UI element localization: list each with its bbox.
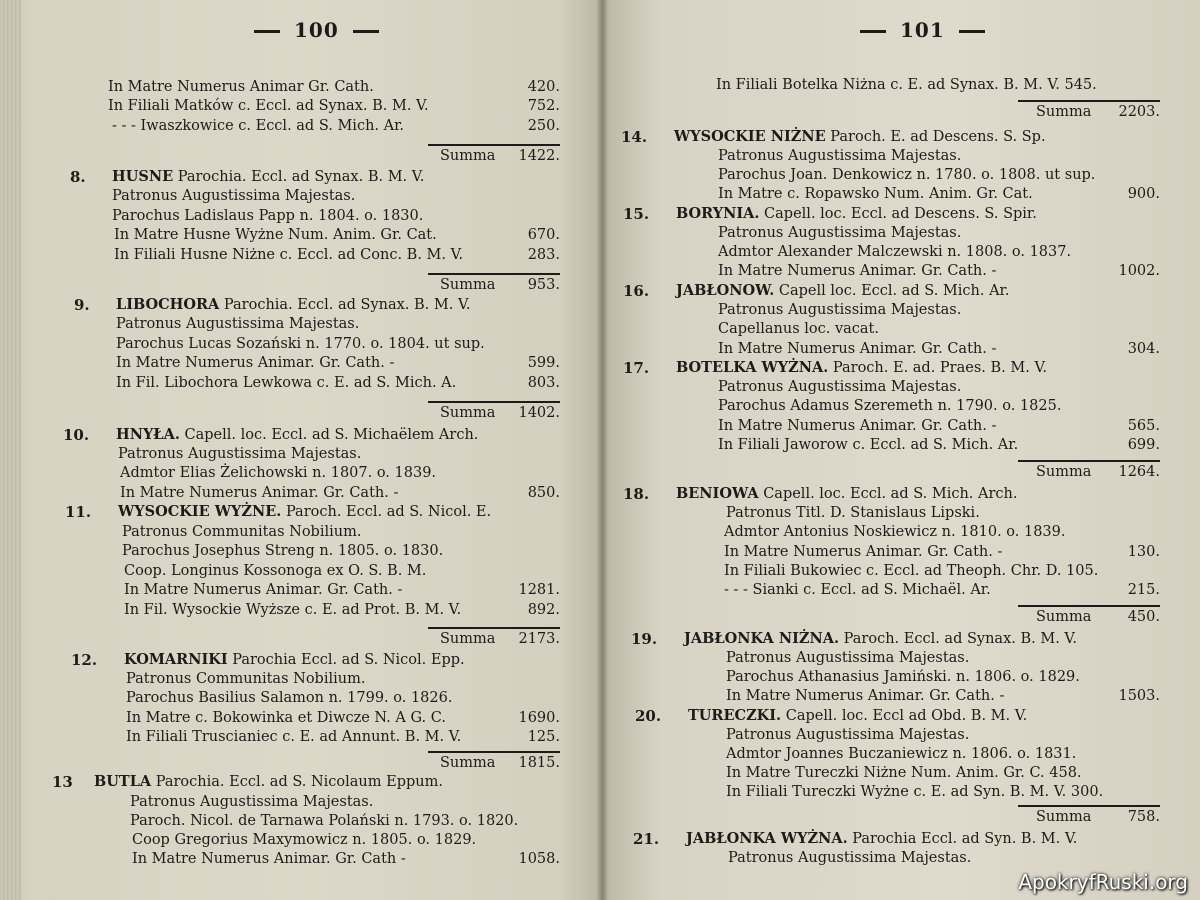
entry-text: Coop. Longinus Kossonoga ex O. S. B. M. bbox=[124, 563, 427, 579]
entry-value: 130. bbox=[1127, 544, 1160, 560]
entry-value: 250. bbox=[527, 118, 560, 134]
entry-text: Patronus Augustissima Majestas. bbox=[718, 148, 962, 164]
entry-text: In Matre c. Bokowinka et Diwcze N. A G. C. bbox=[126, 710, 446, 726]
right-page-header bbox=[846, 18, 999, 42]
entry-heading bbox=[63, 426, 479, 444]
entry-line bbox=[718, 417, 996, 435]
summa-rule bbox=[428, 401, 560, 403]
entry-value: 125. bbox=[527, 729, 560, 745]
entry-line bbox=[726, 504, 980, 522]
entry-value: 1281. bbox=[518, 582, 560, 598]
entry-line bbox=[718, 262, 996, 280]
entry-text: Parochus Athanasius Jamiński. n. 1806. o. 1829. bbox=[726, 669, 1080, 685]
entry-line bbox=[108, 78, 374, 96]
entry-line bbox=[718, 166, 1095, 184]
entry-number: 17. bbox=[623, 359, 650, 377]
entry-text: Parochus Adamus Szeremeth n. 1790. o. 1825. bbox=[718, 398, 1062, 414]
entry-text: Parochia. Eccl. ad Synax. B. M. V. bbox=[219, 297, 471, 313]
summa-rule bbox=[428, 627, 560, 629]
entry-line bbox=[130, 812, 518, 830]
entry-line bbox=[130, 793, 373, 811]
entry-value: 304. bbox=[1127, 341, 1160, 357]
entry-number: 13 bbox=[52, 773, 73, 791]
entry-line bbox=[718, 378, 961, 396]
summa-rule bbox=[1018, 805, 1160, 807]
entry-line bbox=[726, 745, 1076, 763]
entry-line bbox=[718, 301, 961, 319]
entry-text: In Matre Tureczki Niżne Num. Anim. Gr. C. 458. bbox=[726, 765, 1082, 781]
entry-line bbox=[726, 783, 1103, 801]
entry-text: Parochus Lucas Sozański n. 1770. o. 1804. ut sup. bbox=[116, 336, 485, 352]
left-page-number: 100 bbox=[294, 18, 339, 42]
entry-heading bbox=[74, 296, 471, 314]
entry-text: Patronus Communitas Nobilium. bbox=[122, 524, 362, 540]
entry-number: 11. bbox=[65, 503, 92, 521]
entry-heading bbox=[635, 707, 1028, 725]
entry-line bbox=[126, 689, 452, 707]
entry-text: Capell. loc. Eccl. ad S. Mich. Arch. bbox=[758, 486, 1018, 502]
watermark-text: ApokryfRuski.org bbox=[1018, 870, 1188, 894]
summa-rule bbox=[428, 751, 560, 753]
entry-text: Parochia Eccl. ad Syn. B. M. V. bbox=[847, 831, 1078, 847]
entry-line bbox=[112, 117, 404, 135]
book-gutter bbox=[596, 0, 608, 900]
entry-text: Parochus Joan. Denkowicz n. 1780. o. 1808. ut sup. bbox=[718, 167, 1096, 183]
entry-text: In Filiali Bukowiec c. Eccl. ad Theoph. Chr. D. 105. bbox=[724, 563, 1099, 579]
entry-text: Parochus Ladislaus Papp n. 1804. o. 1830. bbox=[112, 208, 424, 224]
entry-text: Patronus Titl. D. Stanislaus Lipski. bbox=[726, 505, 980, 521]
summa-label: Summa bbox=[440, 277, 496, 293]
entry-line bbox=[718, 147, 961, 165]
summa-rule bbox=[1018, 605, 1160, 607]
entry-line bbox=[726, 668, 1080, 686]
entry-line bbox=[718, 397, 1061, 415]
parish-name: KOMARNIKI bbox=[124, 651, 228, 668]
entry-number: 19. bbox=[631, 630, 658, 648]
entry-text: In Matre c. Ropawsko Num. Anim. Gr. Cat. bbox=[718, 186, 1033, 202]
entry-number: 14. bbox=[621, 128, 648, 146]
entry-text: Patronus Augustissima Majestas. bbox=[726, 727, 970, 743]
entry-text: Admtor Elias Żelichowski n. 1807. o. 1839. bbox=[120, 465, 437, 481]
entry-value: 1503. bbox=[1118, 688, 1160, 704]
entry-text: Admtor Antonius Noskiewicz n. 1810. o. 1839. bbox=[724, 524, 1066, 540]
entry-line bbox=[726, 687, 1004, 705]
entry-heading bbox=[623, 359, 1047, 377]
summa-label: Summa bbox=[1036, 104, 1092, 120]
entry-line bbox=[126, 728, 461, 746]
entry-number: 10. bbox=[63, 426, 90, 444]
entry-text: Patronus Augustissima Majestas. bbox=[718, 302, 962, 318]
entry-text: Capell loc. Eccl. ad S. Mich. Ar. bbox=[774, 283, 1010, 299]
parish-name: JABŁONKA WYŻNA. bbox=[686, 830, 848, 847]
summa-value: 758. bbox=[1127, 809, 1160, 825]
summa-rule bbox=[428, 273, 560, 275]
entry-number: 21. bbox=[633, 830, 660, 848]
entry-text: In Matre Numerus Animar. Gr. Cath. - bbox=[120, 485, 399, 501]
entry-number: 12. bbox=[71, 651, 98, 669]
entry-line bbox=[116, 335, 485, 353]
header-dash bbox=[959, 30, 985, 33]
parish-name: BOTELKA WYŻNA. bbox=[676, 359, 829, 376]
entry-text: Patronus Communitas Nobilium. bbox=[126, 671, 366, 687]
entry-text: Patronus Augustissima Majestas. bbox=[116, 316, 360, 332]
summa-label: Summa bbox=[1036, 464, 1092, 480]
entry-text: Patronus Augustissima Majestas. bbox=[718, 225, 962, 241]
entry-text: In Fil. Libochora Lewkowa c. E. ad S. Mich. A. bbox=[116, 375, 457, 391]
entry-text: In Filiali Husne Niżne c. Eccl. ad Conc. B. M. V. bbox=[114, 247, 464, 263]
entry-heading bbox=[52, 773, 443, 791]
entry-value: 803. bbox=[527, 375, 560, 391]
summa-label: Summa bbox=[440, 148, 496, 164]
summa-value: 2203. bbox=[1118, 104, 1160, 120]
entry-text: Patronus Augustissima Majestas. bbox=[118, 446, 362, 462]
entry-heading bbox=[621, 128, 1046, 146]
entry-text: Paroch. E. ad. Praes. B. M. V. bbox=[828, 360, 1047, 376]
parish-name: WYSOCKIE WYŻNE. bbox=[118, 503, 282, 520]
entry-value: 699. bbox=[1127, 437, 1160, 453]
entry-line bbox=[120, 464, 436, 482]
entry-value: 1690. bbox=[518, 710, 560, 726]
entry-heading bbox=[631, 630, 1077, 648]
entry-text: In Matre Numerus Animar. Gr. Cath. - bbox=[718, 263, 997, 279]
summa-value: 2173. bbox=[518, 631, 560, 647]
entry-line bbox=[718, 436, 1018, 454]
entry-line bbox=[718, 224, 961, 242]
entry-text: In Matre Numerus Animar. Gr. Cath - bbox=[132, 851, 406, 867]
entry-text: Capellanus loc. vacat. bbox=[718, 321, 879, 337]
entry-line bbox=[132, 850, 406, 868]
entry-value: 599. bbox=[527, 355, 560, 371]
entry-text: In Matre Numerus Animar. Gr. Cath. - bbox=[718, 418, 997, 434]
entry-text: In Matre Numerus Animar. Gr. Cath. - bbox=[718, 341, 997, 357]
entry-line bbox=[114, 226, 437, 244]
summa-label: Summa bbox=[440, 755, 496, 771]
entry-text: In Filiali Truscianiec c. E. ad Annunt. B. M. V. bbox=[126, 729, 462, 745]
entry-heading bbox=[70, 168, 425, 186]
entry-line bbox=[724, 543, 1002, 561]
summa-value: 1264. bbox=[1118, 464, 1160, 480]
entry-line bbox=[112, 207, 423, 225]
entry-text: Patronus Augustissima Majestas. bbox=[718, 379, 962, 395]
entry-line bbox=[112, 187, 355, 205]
entry-text: ‑ ‑ ‑ Sianki c. Eccl. ad S. Michaël. Ar. bbox=[724, 582, 991, 598]
entry-value: 892. bbox=[527, 602, 560, 618]
entry-number: 9. bbox=[74, 296, 90, 314]
entry-number: 15. bbox=[623, 205, 650, 223]
entry-line bbox=[716, 76, 1097, 94]
entry-line bbox=[718, 340, 996, 358]
entry-line bbox=[718, 185, 1033, 203]
entry-heading bbox=[623, 282, 1010, 300]
entry-line bbox=[726, 764, 1082, 782]
entry-line bbox=[132, 831, 476, 849]
entry-text: In Matre Numerus Animar. Gr. Cath. - bbox=[124, 582, 403, 598]
entry-value: 1002. bbox=[1118, 263, 1160, 279]
summa-value: 953. bbox=[527, 277, 560, 293]
entry-number: 16. bbox=[623, 282, 650, 300]
entry-value: 670. bbox=[527, 227, 560, 243]
entry-text: In Matre Numerus Animar. Gr. Cath. - bbox=[724, 544, 1003, 560]
summa-value: 1402. bbox=[518, 405, 560, 421]
entry-line bbox=[718, 320, 879, 338]
entry-text: In Filiali Tureczki Wyżne c. E. ad Syn. B. M. V. 300. bbox=[726, 784, 1104, 800]
entry-line bbox=[718, 243, 1071, 261]
entry-text: Paroch. Eccl. ad S. Nicol. E. bbox=[281, 504, 492, 520]
entry-text: In Matre Husne Wyżne Num. Anim. Gr. Cat. bbox=[114, 227, 437, 243]
summa-value: 450. bbox=[1127, 609, 1160, 625]
summa-rule bbox=[1018, 100, 1160, 102]
entry-heading bbox=[65, 503, 492, 521]
entry-line bbox=[726, 649, 969, 667]
entry-line bbox=[122, 523, 361, 541]
entry-line bbox=[724, 581, 991, 599]
parish-name: LIBOCHORA bbox=[116, 296, 220, 313]
entry-line bbox=[124, 581, 402, 599]
entry-text: Parochus Josephus Streng n. 1805. o. 1830. bbox=[122, 543, 444, 559]
left-page bbox=[0, 0, 596, 900]
entry-line bbox=[120, 484, 398, 502]
entry-line bbox=[124, 562, 426, 580]
entry-text: Patronus Augustissima Majestas. bbox=[728, 850, 972, 866]
entry-text: In Filiali Matków c. Eccl. ad Synax. B. M. V. bbox=[108, 98, 429, 114]
entry-line bbox=[728, 849, 971, 867]
entry-text: Patronus Augustissima Majestas. bbox=[112, 188, 356, 204]
entry-text: Capell. loc. Eccl. ad S. Michaëlem Arch. bbox=[179, 427, 479, 443]
left-page-header bbox=[240, 18, 393, 42]
entry-line bbox=[726, 726, 969, 744]
entry-value: 752. bbox=[527, 98, 560, 114]
entry-text: Paroch. Nicol. de Tarnawa Polański n. 1793. o. 1820. bbox=[130, 813, 519, 829]
parish-name: TURECZKI. bbox=[688, 707, 782, 724]
summa-label: Summa bbox=[440, 405, 496, 421]
parish-name: BORYNIA. bbox=[676, 205, 760, 222]
parish-name: JABŁONKA NIŻNA. bbox=[684, 630, 840, 647]
summa-rule bbox=[1018, 460, 1160, 462]
summa-label: Summa bbox=[1036, 809, 1092, 825]
entry-value: 420. bbox=[527, 79, 560, 95]
entry-text: In Fil. Wysockie Wyższe c. E. ad Prot. B. M. V. bbox=[124, 602, 462, 618]
entry-value: 900. bbox=[1127, 186, 1160, 202]
entry-line bbox=[126, 670, 365, 688]
entry-line bbox=[124, 601, 461, 619]
right-page bbox=[608, 0, 1200, 900]
parish-name: HNYŁA. bbox=[116, 426, 180, 443]
entry-text: Capell. loc. Eccl ad Obd. B. M. V. bbox=[781, 708, 1028, 724]
entry-line bbox=[116, 315, 359, 333]
parish-name: BUTLA bbox=[94, 773, 152, 790]
entry-text: Paroch. E. ad Descens. S. Sp. bbox=[825, 129, 1046, 145]
entry-line bbox=[116, 354, 394, 372]
right-page-number: 101 bbox=[900, 18, 945, 42]
entry-heading bbox=[71, 651, 465, 669]
summa-value: 1422. bbox=[518, 148, 560, 164]
entry-text: Parochia. Eccl. ad S. Nicolaum Eppum. bbox=[151, 774, 443, 790]
entry-text: ‑ ‑ ‑ Iwaszkowice c. Eccl. ad S. Mich. Ar. bbox=[112, 118, 405, 134]
entry-text: Patronus Augustissima Majestas. bbox=[130, 794, 374, 810]
entry-number: 20. bbox=[635, 707, 662, 725]
summa-rule bbox=[428, 144, 560, 146]
entry-number: 8. bbox=[70, 168, 86, 186]
entry-line bbox=[724, 523, 1066, 541]
entry-heading bbox=[623, 205, 1037, 223]
entry-number: 18. bbox=[623, 485, 650, 503]
entry-heading bbox=[633, 830, 1078, 848]
entry-text: Paroch. Eccl. ad Synax. B. M. V. bbox=[839, 631, 1077, 647]
summa-label: Summa bbox=[440, 631, 496, 647]
entry-line bbox=[126, 709, 446, 727]
header-dash bbox=[353, 30, 379, 33]
parish-name: WYSOCKIE NIŻNE bbox=[674, 128, 826, 145]
entry-text: Admtor Joannes Buczaniewicz n. 1806. o. 1831. bbox=[726, 746, 1077, 762]
entry-value: 565. bbox=[1127, 418, 1160, 434]
entry-line bbox=[114, 246, 463, 264]
entry-text: In Filiali Botelka Niżna c. E. ad Synax. B. M. V. 545. bbox=[716, 77, 1097, 93]
entry-text: Admtor Alexander Malczewski n. 1808. o. 1837. bbox=[718, 244, 1072, 260]
summa-label: Summa bbox=[1036, 609, 1092, 625]
entry-heading bbox=[623, 485, 1018, 503]
entry-text: In Filiali Jaworow c. Eccl. ad S. Mich. Ar. bbox=[718, 437, 1019, 453]
entry-text: Parochia. Eccl. ad Synax. B. M. V. bbox=[173, 169, 425, 185]
parish-name: JABŁONOW. bbox=[676, 282, 775, 299]
summa-value: 1815. bbox=[518, 755, 560, 771]
header-dash bbox=[860, 30, 886, 33]
entry-value: 215. bbox=[1127, 582, 1160, 598]
entry-text: In Matre Numerus Animar. Gr. Cath. - bbox=[116, 355, 395, 371]
entry-text: Coop Gregorius Maxymowicz n. 1805. o. 1829. bbox=[132, 832, 477, 848]
entry-line bbox=[108, 97, 429, 115]
entry-value: 283. bbox=[527, 247, 560, 263]
entry-line bbox=[116, 374, 456, 392]
entry-text: Capell. loc. Eccl. ad Descens. S. Spir. bbox=[759, 206, 1037, 222]
entry-text: Parochus Basilius Salamon n. 1799. o. 1826. bbox=[126, 690, 453, 706]
entry-text: In Matre Numerus Animar Gr. Cath. bbox=[108, 79, 374, 95]
header-dash bbox=[254, 30, 280, 33]
entry-line bbox=[122, 542, 443, 560]
entry-text: In Matre Numerus Animar. Gr. Cath. - bbox=[726, 688, 1005, 704]
entry-value: 1058. bbox=[518, 851, 560, 867]
parish-name: HUSNE bbox=[112, 168, 174, 185]
parish-name: BENIOWA bbox=[676, 485, 759, 502]
entry-line bbox=[118, 445, 361, 463]
entry-text: Patronus Augustissima Majestas. bbox=[726, 650, 970, 666]
entry-value: 850. bbox=[527, 485, 560, 501]
entry-line bbox=[724, 562, 1098, 580]
entry-text: Parochia Eccl. ad S. Nicol. Epp. bbox=[227, 652, 465, 668]
